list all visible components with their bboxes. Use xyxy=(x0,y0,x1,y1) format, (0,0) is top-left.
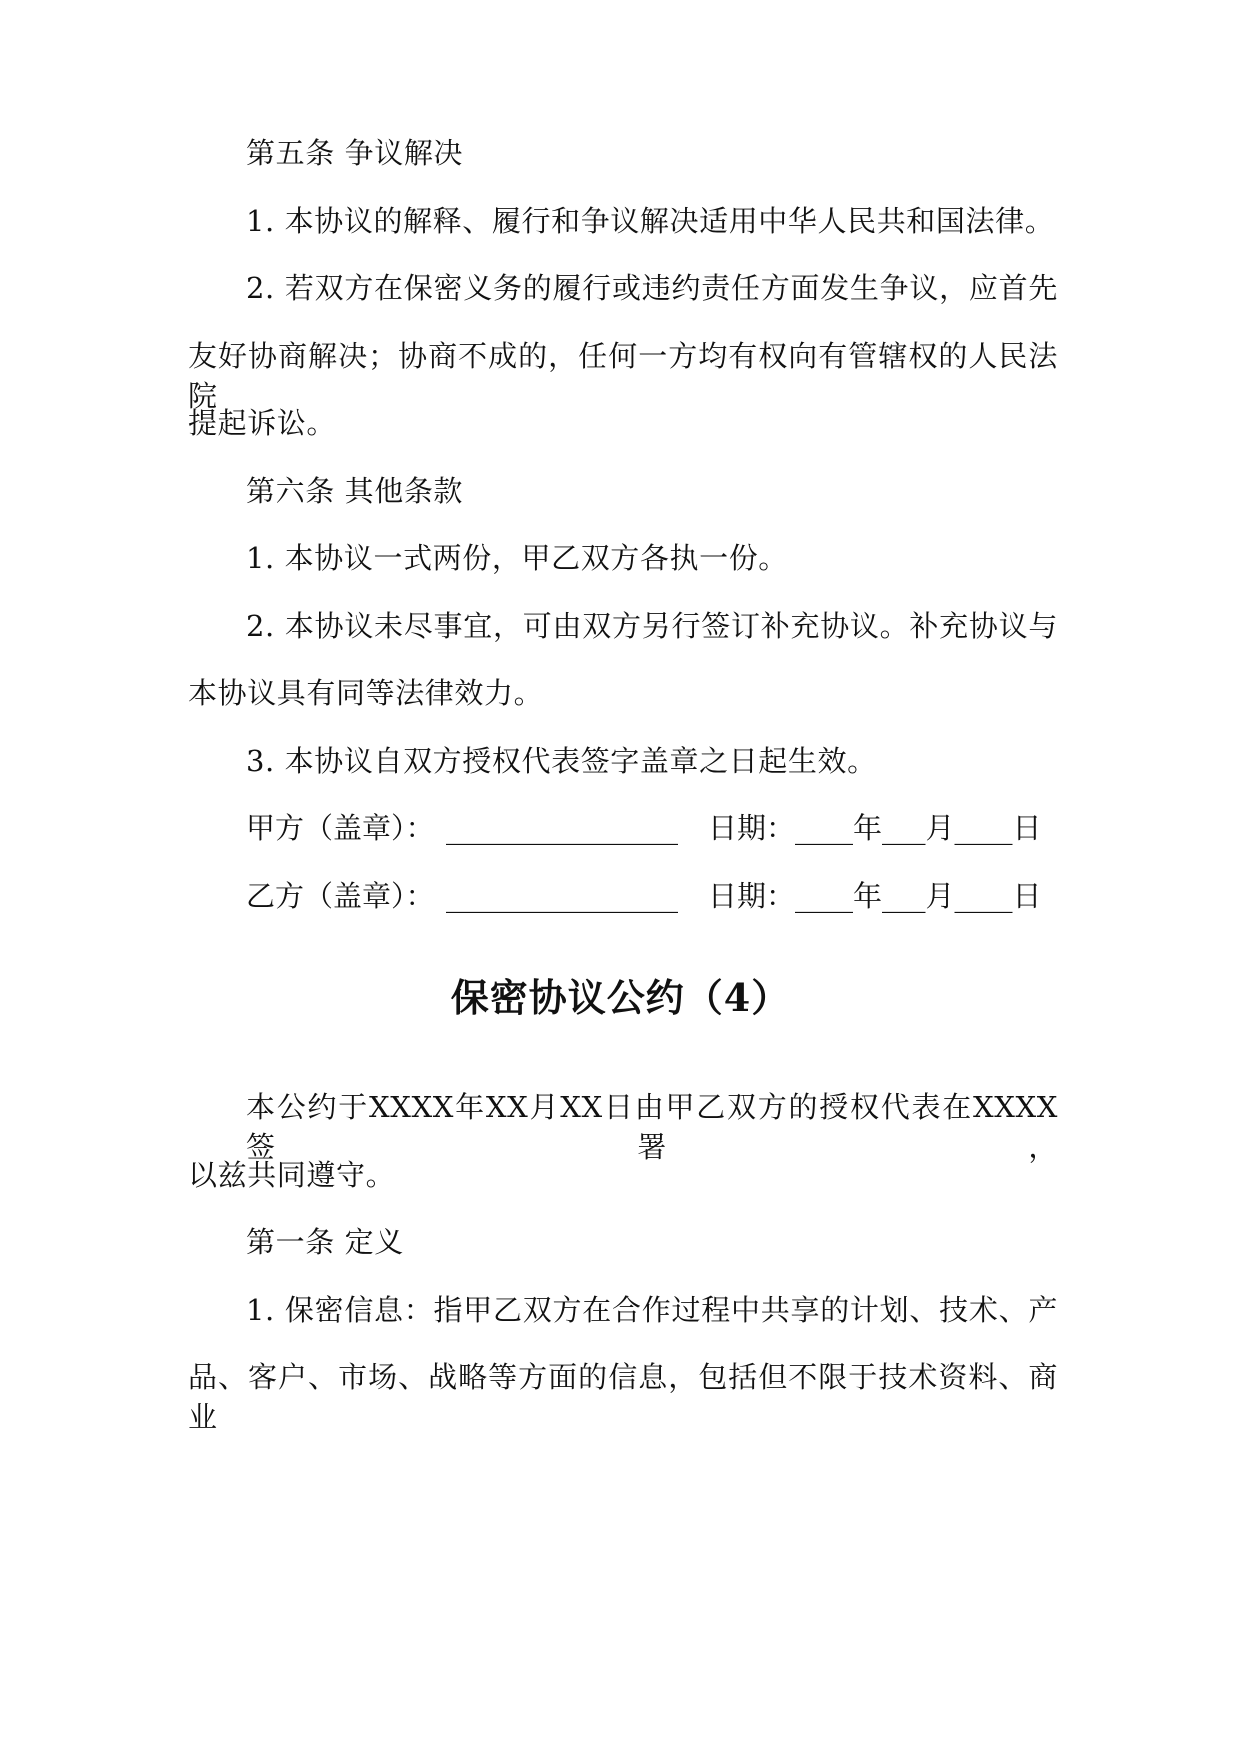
article6-item2-line1: 2. 本协议未尽事宜，可由双方另行签订补充协议。补充协议与 xyxy=(246,609,1058,643)
party-a-seal-blank: ________________ xyxy=(446,811,678,845)
article6-heading: 第六条 其他条款 xyxy=(246,474,464,508)
article5-item2-line2: 友好协商解决；协商不成的，任何一方均有权向有管辖权的人民法院 xyxy=(188,339,1058,413)
party-b-date-field: 日期：____年___月____日 xyxy=(708,879,1042,913)
article6-item1: 1. 本协议一式两份，甲乙双方各执一份。 xyxy=(246,541,788,575)
definition1-line2: 品、客户、市场、战略等方面的信息，包括但不限于技术资料、商业 xyxy=(188,1360,1058,1434)
article6-item3: 3. 本协议自双方授权代表签字盖章之日起生效。 xyxy=(246,744,877,778)
article5-item2-line3: 提起诉讼。 xyxy=(188,406,337,440)
article5-heading: 第五条 争议解决 xyxy=(246,136,464,170)
party-a-signature-line xyxy=(246,808,1058,848)
party-b-label: 乙方（盖章）： xyxy=(246,879,435,913)
party-a-date-field: 日期：____年___月____日 xyxy=(708,811,1042,845)
article6-item2-line2: 本协议具有同等法律效力。 xyxy=(188,676,544,710)
party-b-seal-blank: ________________ xyxy=(446,879,678,913)
article5-item2-line1: 2. 若双方在保密义务的履行或违约责任方面发生争议，应首先 xyxy=(246,271,1058,305)
party-a-label: 甲方（盖章）： xyxy=(246,811,435,845)
intro-line1: 本公约于XXXX年XX月XX日由甲乙双方的授权代表在XXXX签署， xyxy=(246,1090,1058,1164)
article5-item1: 1. 本协议的解释、履行和争议解决适用中华人民共和国法律。 xyxy=(246,204,1055,238)
definition1-line1: 1. 保密信息：指甲乙双方在合作过程中共享的计划、技术、产 xyxy=(246,1293,1058,1327)
article1-heading: 第一条 定义 xyxy=(246,1225,404,1259)
intro-line2: 以兹共同遵守。 xyxy=(188,1158,396,1192)
section-title: 保密协议公约（4） xyxy=(450,975,791,1020)
party-b-signature-line xyxy=(246,876,1058,916)
